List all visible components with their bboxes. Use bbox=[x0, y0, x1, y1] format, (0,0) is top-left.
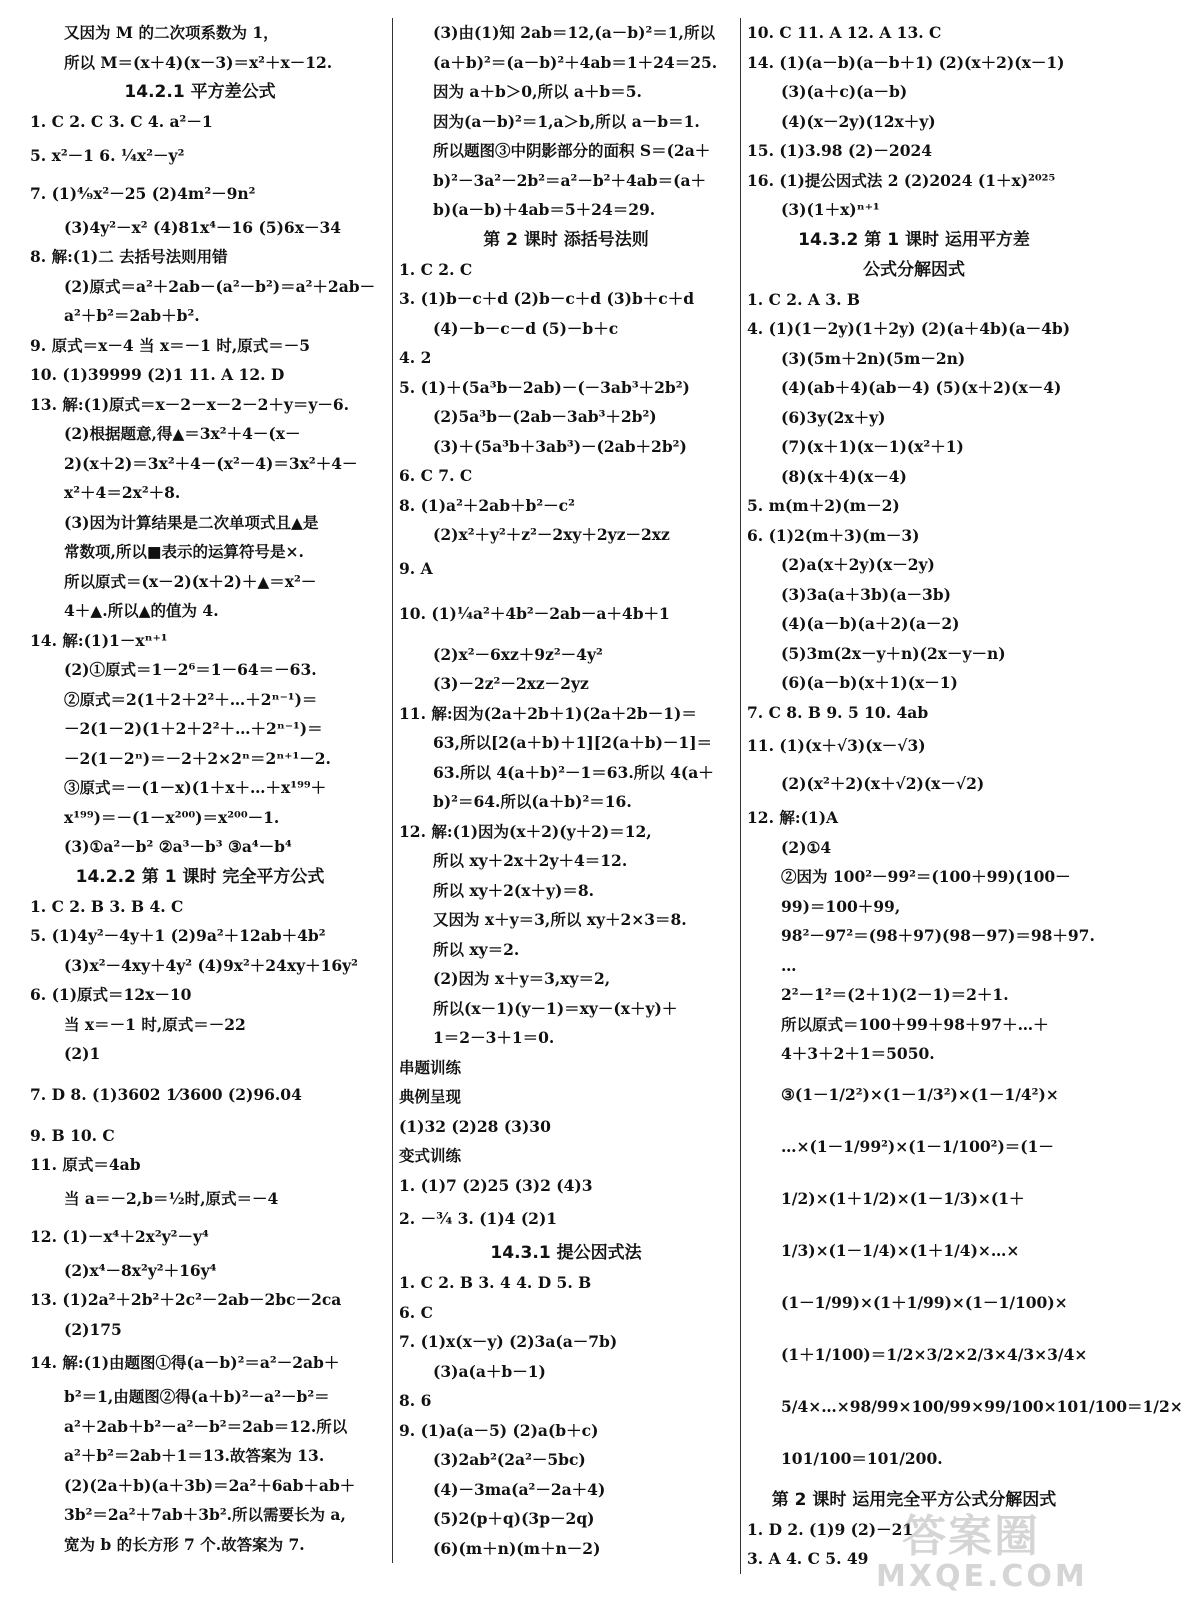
answer-line: (3)(5m＋2n)(5m－2n) bbox=[781, 348, 966, 368]
answer-line: 1. C 2. C 3. C 4. a²－1 bbox=[30, 112, 213, 131]
answer-line: 9. A bbox=[399, 558, 433, 578]
answer-line: (3)2ab²(2a²－5bc) bbox=[433, 1450, 586, 1469]
answer-line: 9. 原式＝x－4 当 x＝－1 时,原式＝－5 bbox=[30, 335, 310, 355]
answer-line: 4＋3＋2＋1＝5050. bbox=[781, 1044, 935, 1063]
answer-line: 11. 解:因为(2a＋2b＋1)(2a＋2b－1)＝ bbox=[399, 703, 697, 723]
answer-line: 所以 M＝(x＋4)(x－3)＝x²＋x－12. bbox=[64, 52, 333, 72]
answer-line: 2)(x＋2)＝3x²＋4－(x²－4)＝3x²＋4－ bbox=[64, 453, 358, 473]
watermark-logo bbox=[876, 1511, 1088, 1594]
answer-line: (3)①a²－b² ②a³－b³ ③a⁴－b⁴ bbox=[64, 837, 292, 856]
answer-line: 5. x²－1 6. ¼x²－y² bbox=[30, 145, 185, 165]
column-left bbox=[30, 18, 376, 1559]
answer-line: 所以 xy＋2x＋2y＋4＝12. bbox=[433, 851, 628, 870]
answer-line: 12. 解:(1)A bbox=[747, 808, 839, 827]
answer-line: 1. (1)7 (2)25 (3)2 (4)3 bbox=[399, 1175, 593, 1195]
answer-line: (2)(2a＋b)(a＋3b)＝2a²＋6ab＋ab＋ bbox=[64, 1475, 356, 1495]
answer-line: a²＋b²＝2ab＋1＝13.故答案为 13. bbox=[64, 1446, 325, 1465]
column-right-content bbox=[741, 18, 1183, 1574]
answer-line: (5)2(p＋q)(3p－2q) bbox=[433, 1509, 595, 1528]
section-heading: 第 2 课时 添括号法则 bbox=[483, 229, 649, 250]
answer-line: 11. 原式＝4ab bbox=[30, 1155, 141, 1174]
answer-line: (3)(a＋c)(a－b) bbox=[781, 82, 908, 101]
answer-line: (1)32 (2)28 (3)30 bbox=[399, 1116, 551, 1136]
answer-line: 7. D 8. (1)3602 1⁄3600 (2)96.04 bbox=[30, 1084, 302, 1104]
answer-line: (3)(1＋x)ⁿ⁺¹ bbox=[781, 200, 880, 219]
answer-line: 6. C 7. C bbox=[399, 466, 473, 485]
section-heading: 14.3.2 第 1 课时 运用平方差 bbox=[798, 229, 1030, 250]
answer-line: 3. A 4. C 5. 49 bbox=[747, 1549, 869, 1568]
section-heading: 公式分解因式 bbox=[863, 259, 965, 280]
answer-line: 因为 a＋b＞0,所以 a＋b＝5. bbox=[433, 82, 642, 101]
answer-line: 典例呈现 bbox=[399, 1087, 462, 1106]
answer-line: (3)＋(5a³b＋3ab³)－(2ab＋2b²) bbox=[433, 436, 687, 456]
answer-line: (6)(a－b)(x＋1)(x－1) bbox=[781, 673, 958, 692]
answer-line: ②原式＝2(1＋2＋2²＋…＋2ⁿ⁻¹)＝ bbox=[64, 689, 318, 709]
answer-line: 3b²＝2a²＋7ab＋3b².所以需要长为 a, bbox=[64, 1505, 346, 1524]
answer-line: 8. 解:(1)二 去括号法则用错 bbox=[30, 247, 228, 266]
answer-line: b)²＝64.所以(a＋b)²＝16. bbox=[433, 792, 632, 811]
answer-line: (2)因为 x＋y＝3,xy＝2, bbox=[433, 969, 611, 988]
answer-line: 12. 解:(1)因为(x＋2)(y＋2)＝12, bbox=[399, 821, 652, 841]
answer-line: (1－1/99)×(1＋1/99)×(1－1/100)× bbox=[781, 1292, 1068, 1312]
answer-line: (4)－3ma(a²－2a＋4) bbox=[433, 1479, 606, 1499]
column-middle bbox=[392, 18, 733, 1563]
answer-line: 63,所以[2(a＋b)＋1][2(a＋b)－1]＝ bbox=[433, 733, 713, 752]
answer-line: 4＋▲.所以▲的值为 4. bbox=[64, 601, 219, 620]
answer-line: (1＋1/100)＝1/2×3/2×2/3×4/3×3/4× bbox=[781, 1344, 1088, 1364]
answer-line: 63.所以 4(a＋b)²－1＝63.所以 4(a＋ bbox=[433, 762, 714, 782]
answer-line: (3)由(1)知 2ab＝12,(a－b)²＝1,所以 bbox=[433, 23, 715, 42]
answer-line: 又因为 M 的二次项系数为 1， bbox=[64, 23, 279, 42]
answer-line: (2)175 bbox=[64, 1319, 122, 1339]
answer-line: 7. C 8. B 9. 5 10. 4ab bbox=[747, 702, 929, 722]
watermark-cn: 答案圈 bbox=[902, 1511, 1040, 1562]
answer-line: (4)(x－2y)(12x＋y) bbox=[781, 111, 936, 131]
answer-line: (4)－b－c－d (5)－b＋c bbox=[433, 318, 619, 338]
answer-line: (6)(m＋n)(m＋n－2) bbox=[433, 1538, 601, 1558]
answer-line: 所以原式＝(x－2)(x＋2)＋▲＝x²－ bbox=[64, 571, 317, 591]
answer-line: 10. C 11. A 12. A 13. C bbox=[747, 23, 942, 42]
answer-line: (2)原式＝a²＋2ab－(a²－b²)＝a²＋2ab－ bbox=[64, 276, 376, 296]
column-middle-content bbox=[393, 18, 733, 1563]
answer-line: 11. (1)(x＋√3)(x－√3) bbox=[747, 736, 926, 755]
answer-line: b)²－3a²－2b²＝a²－b²＋4ab＝(a＋ bbox=[433, 170, 706, 190]
answer-line: 6. (1)2(m＋3)(m－3) bbox=[747, 525, 920, 545]
answer-line: (2)1 bbox=[64, 1044, 101, 1063]
answer-line: (6)3y(2x＋y) bbox=[781, 407, 886, 427]
answer-line: (2)x⁴－8x²y²＋16y⁴ bbox=[64, 1260, 217, 1280]
answer-line: a²＋2ab＋b²－a²－b²＝2ab＝12.所以 bbox=[64, 1416, 348, 1436]
answer-line: (3)－2z²－2xz－2yz bbox=[433, 674, 589, 693]
answer-line: (3)4y²－x² (4)81x⁴－16 (5)6x－34 bbox=[64, 217, 342, 237]
column-right bbox=[740, 18, 1183, 1574]
answer-line: 8. (1)a²＋2ab＋b²－c² bbox=[399, 495, 575, 515]
answer-line: 1. C 2. C bbox=[399, 259, 473, 279]
answer-line: 2. －¾ 3. (1)4 (2)1 bbox=[399, 1209, 558, 1228]
answer-line: 99)＝100＋99, bbox=[781, 896, 901, 916]
answer-line: 6. C bbox=[399, 1302, 433, 1322]
watermark-en: MXQE.COM bbox=[876, 1559, 1088, 1594]
answer-line: 又因为 x＋y＝3,所以 xy＋2×3＝8. bbox=[433, 910, 687, 929]
answer-line: 98²－97²＝(98＋97)(98－97)＝98＋97. bbox=[781, 926, 1095, 945]
answer-line: (7)(x＋1)(x－1)(x²＋1) bbox=[781, 437, 964, 456]
answer-line: 4. (1)(1－2y)(1＋2y) (2)(a＋4b)(a－4b) bbox=[747, 319, 1071, 338]
answer-line: 4. 2 bbox=[399, 348, 432, 367]
answer-line: 1. C 2. B 3. 4 4. D 5. B bbox=[399, 1273, 592, 1292]
answer-line: x¹⁹⁹)＝－(1－x²⁰⁰)＝x²⁰⁰－1. bbox=[64, 807, 280, 827]
answer-line: 2²－1²＝(2＋1)(2－1)＝2＋1. bbox=[781, 985, 1009, 1004]
answer-line: 1＝2－3＋1＝0. bbox=[433, 1028, 555, 1047]
answer-line: (2)①4 bbox=[781, 837, 832, 857]
answer-line: (8)(x＋4)(x－4) bbox=[781, 466, 907, 486]
answer-line: 串题训练 bbox=[399, 1057, 462, 1077]
answer-line: 变式训练 bbox=[399, 1146, 462, 1165]
answer-line: (2)x²＋y²＋z²－2xy＋2yz－2xz bbox=[433, 525, 670, 544]
answer-line: 当 a＝－2,b＝½时,原式＝－4 bbox=[64, 1188, 279, 1208]
section-heading: 14.3.1 提公因式法 bbox=[490, 1243, 642, 1263]
answer-line: (3)因为计算结果是二次单项式且▲是 bbox=[64, 512, 319, 532]
answer-line: 6. (1)原式＝12x－10 bbox=[30, 985, 192, 1004]
answer-line: 1. D 2. (1)9 (2)－21 bbox=[747, 1519, 914, 1539]
answer-line: ③原式＝－(1－x)(1＋x＋…＋x¹⁹⁹＋ bbox=[64, 778, 327, 797]
answer-line: 10. (1)39999 (2)1 11. A 12. D bbox=[30, 365, 285, 384]
answer-line: 101/100＝101/200. bbox=[781, 1448, 943, 1468]
answer-line: 7. (1)x(x－y) (2)3a(a－7b) bbox=[399, 1332, 618, 1351]
answer-line: 5. (1)＋(5a³b－2ab)－(－3ab³＋2b²) bbox=[399, 377, 690, 397]
answer-line: 13. (1)2a²＋2b²＋2c²－2ab－2bc－2ca bbox=[30, 1290, 342, 1309]
section-heading: 第 2 课时 运用完全平方公式分解因式 bbox=[771, 1489, 1057, 1510]
answer-line: b)(a－b)＋4ab＝5＋24＝29. bbox=[433, 200, 656, 219]
answer-line: 所以(x－1)(y－1)＝xy－(x＋y)＋ bbox=[433, 998, 678, 1018]
answer-line: (a＋b)²＝(a－b)²＋4ab＝1＋24＝25. bbox=[433, 52, 718, 72]
answer-line: 13. 解:(1)原式＝x－2－x－2－2＋y＝y－6. bbox=[30, 394, 350, 414]
answer-line: 8. 6 bbox=[399, 1391, 432, 1410]
answer-line: b²＝1,由题图②得(a＋b)²－a²－b²＝ bbox=[64, 1387, 330, 1406]
answer-line: … bbox=[781, 955, 797, 975]
answer-line: (2)根据题意,得▲＝3x²＋4－(x－ bbox=[64, 424, 301, 443]
answer-line: 14. (1)(a－b)(a－b＋1) (2)(x＋2)(x－1) bbox=[747, 52, 1065, 72]
answer-line: a²＋b²＝2ab＋b². bbox=[64, 306, 200, 325]
section-heading: 14.2.1 平方差公式 bbox=[124, 82, 276, 102]
answer-line: (2)x²－6xz＋9z²－4y² bbox=[433, 644, 603, 664]
answer-line: 9. (1)a(a－5) (2)a(b＋c) bbox=[399, 1420, 599, 1440]
answer-line: 9. B 10. C bbox=[30, 1125, 115, 1145]
answer-line: (4)(a－b)(a＋2)(a－2) bbox=[781, 614, 960, 633]
answer-line: 因为(a－b)²＝1,a＞b,所以 a－b＝1. bbox=[433, 111, 700, 131]
answer-line: 7. (1)⁴⁄₉x²－25 (2)4m²－9n² bbox=[30, 183, 256, 203]
answer-line: 5. (1)4y²－4y＋1 (2)9a²＋12ab＋4b² bbox=[30, 926, 326, 945]
answer-line: (2)5a³b－(2ab－3ab³＋2b²) bbox=[433, 407, 657, 426]
answer-line: …×(1－1/99²)×(1－1/100²)＝(1－ bbox=[781, 1136, 1054, 1156]
answer-line: 所以原式＝100＋99＋98＋97＋…＋ bbox=[781, 1014, 1049, 1034]
answer-line: 1. C 2. A 3. B bbox=[747, 289, 860, 309]
answer-line: 16. (1)提公因式法 2 (2)2024 (1＋x)²⁰²⁵ bbox=[747, 170, 1056, 190]
answer-line: ②因为 100²－99²＝(100＋99)(100－ bbox=[781, 867, 1071, 886]
answer-line: (2)(x²＋2)(x＋√2)(x－√2) bbox=[781, 774, 985, 793]
answer-line: 宽为 b 的长方形 7 个.故答案为 7. bbox=[64, 1534, 305, 1554]
answer-line: (3)x²－4xy＋4y² (4)9x²＋24xy＋16y² bbox=[64, 955, 358, 975]
answer-line: (2)a(x＋2y)(x－2y) bbox=[781, 555, 935, 574]
answer-line: (2)①原式＝1－2⁶＝1－64＝－63. bbox=[64, 660, 317, 679]
answer-line: 15. (1)3.98 (2)－2024 bbox=[747, 141, 933, 160]
answer-line: x²＋4＝2x²＋8. bbox=[64, 483, 181, 502]
answer-line: 5/4×…×98/99×100/99×99/100×101/100＝1/2× bbox=[781, 1396, 1183, 1416]
answer-line: 所以 xy＋2(x＋y)＝8. bbox=[433, 880, 595, 900]
answer-line: 14. 解:(1)1－xⁿ⁺¹ bbox=[30, 630, 168, 650]
answer-line: 1/2)×(1＋1/2)×(1－1/3)×(1＋ bbox=[781, 1188, 1025, 1208]
answer-line: 3. (1)b－c＋d (2)b－c＋d (3)b＋c＋d bbox=[399, 289, 695, 308]
section-heading: 14.2.2 第 1 课时 完全平方公式 bbox=[75, 866, 325, 887]
answer-line: 14. 解:(1)由题图①得(a－b)²＝a²－2ab＋ bbox=[30, 1353, 340, 1372]
column-left-content bbox=[30, 18, 376, 1559]
answer-line: 当 x＝－1 时,原式＝－22 bbox=[64, 1014, 246, 1034]
answer-line: (4)(ab＋4)(ab－4) (5)(x＋2)(x－4) bbox=[781, 378, 1062, 397]
answer-line: 所以题图③中阴影部分的面积 S＝(2a＋ bbox=[433, 141, 711, 160]
answer-line: －2(1－2)(1＋2＋2²＋…＋2ⁿ⁻¹)＝ bbox=[64, 719, 323, 738]
answer-line: 1. C 2. B 3. B 4. C bbox=[30, 896, 184, 916]
answer-line: 所以 xy＝2. bbox=[433, 939, 520, 959]
answer-line: (3)a(a＋b－1) bbox=[433, 1361, 546, 1381]
answer-line: －2(1－2ⁿ)＝－2＋2×2ⁿ＝2ⁿ⁺¹－2. bbox=[64, 748, 331, 768]
answer-line: (3)3a(a＋3b)(a－3b) bbox=[781, 584, 951, 604]
answer-line: 5. m(m＋2)(m－2) bbox=[747, 496, 900, 515]
answer-line: 10. (1)¼a²＋4b²－2ab－a＋4b＋1 bbox=[399, 603, 670, 623]
answer-line: 1/3)×(1－1/4)×(1＋1/4)×…× bbox=[781, 1240, 1020, 1260]
answer-line: 12. (1)－x⁴＋2x²y²－y⁴ bbox=[30, 1226, 209, 1246]
answer-line: 常数项,所以■表示的运算符号是×. bbox=[64, 542, 304, 561]
answer-line: ③(1－1/2²)×(1－1/3²)×(1－1/4²)× bbox=[781, 1084, 1059, 1104]
answer-line: (5)3m(2x－y＋n)(2x－y－n) bbox=[781, 643, 1006, 663]
